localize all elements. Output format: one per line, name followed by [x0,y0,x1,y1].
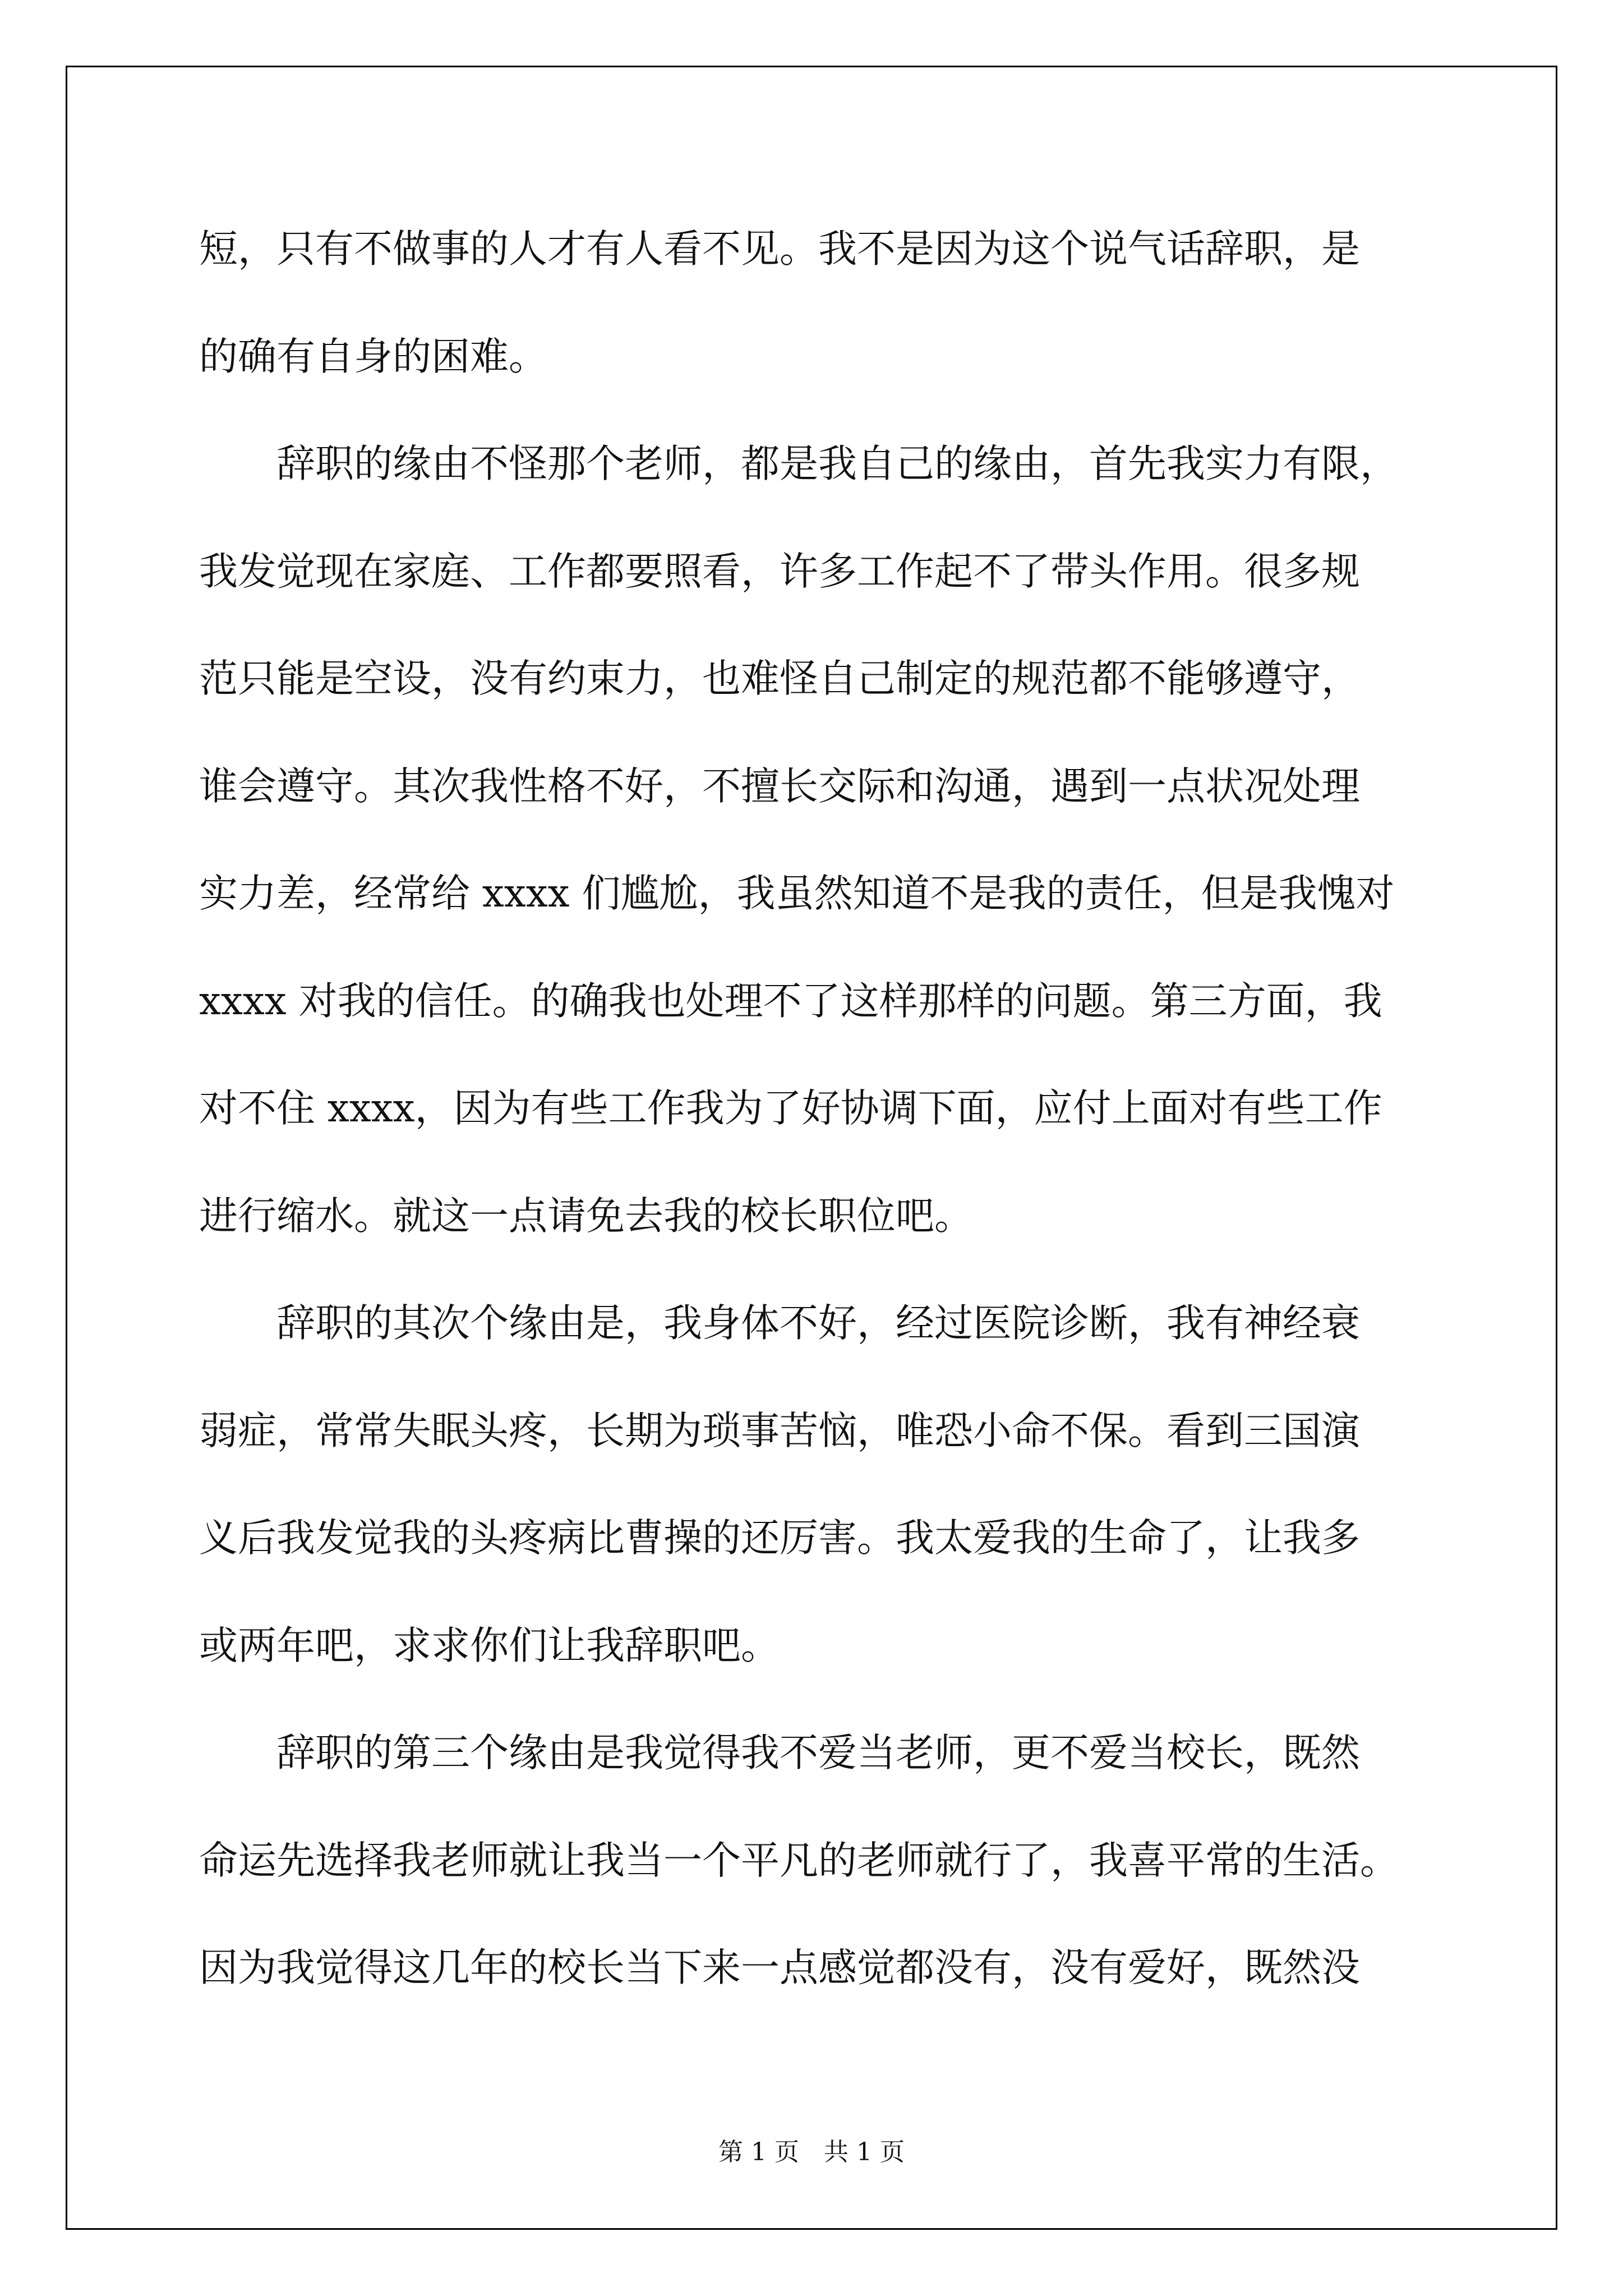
text-line: 辞职的其次个缘由是，我身体不好，经过医院诊断，我有神经衰 [199,1301,1360,1346]
text-line: 对不住 xxxx，因为有些工作我为了好协调下面，应付上面对有些工作 [199,1086,1382,1131]
text-line: 短，只有不做事的人才有人看不见。我不是因为这个说气话辞职，是 [199,227,1360,272]
text-line: 弱症，常常失眠头疼，长期为琐事苦恼，唯恐小命不保。看到三国演 [199,1409,1360,1453]
text-line: 命运先选择我老师就让我当一个平凡的老师就行了，我喜平常的生活。 [199,1838,1399,1883]
text-line: 辞职的第三个缘由是我觉得我不爱当老师，更不爱当校长，既然 [199,1731,1360,1775]
text-line: 辞职的缘由不怪那个老师，都是我自己的缘由，首先我实力有限， [199,441,1399,486]
text-line: 谁会遵守。其次我性格不好，不擅长交际和沟通，遇到一点状况处理 [199,764,1360,809]
text-line: xxxx 对我的信任。的确我也处理不了这样那样的问题。第三方面，我 [199,979,1382,1024]
page-border [66,66,1557,2230]
text-line: 我发觉现在家庭、工作都要照看，许多工作起不了带头作用。很多规 [199,549,1360,594]
text-line: 因为我觉得这几年的校长当下来一点感觉都没有，没有爱好，既然没 [199,1945,1360,1990]
text-line: 进行缩水。就这一点请免去我的校长职位吧。 [199,1194,973,1239]
text-line: 义后我发觉我的头疼病比曹操的还厉害。我太爱我的生命了，让我多 [199,1516,1360,1561]
text-line: 实力差，经常给 xxxx 们尴尬，我虽然知道不是我的责任，但是我愧对 [199,871,1395,916]
text-line: 范只能是空设，没有约束力，也难怪自己制定的规范都不能够遵守， [199,656,1360,701]
text-line: 或两年吧，求求你们让我辞职吧。 [199,1623,780,1668]
text-line: 的确有自身的困难。 [199,334,547,379]
page-number-footer: 第 1 页 共 1 页 [718,2138,905,2166]
